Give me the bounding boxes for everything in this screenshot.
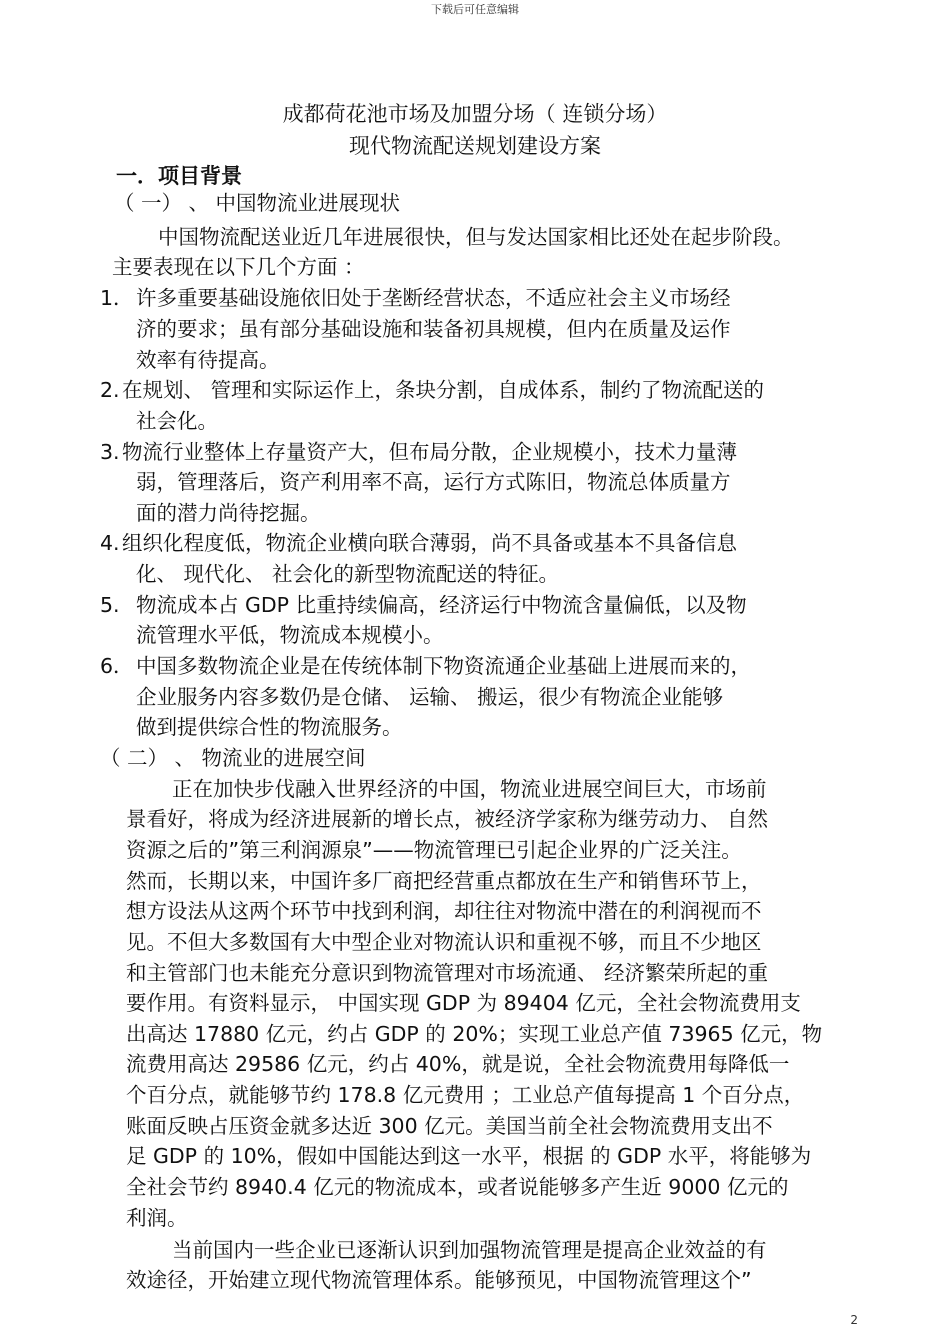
list-item-line: 许多重要基础设施依旧处于垄断经营状态，不适应社会主义市场经 (136, 286, 731, 310)
list-marker: 4. (100, 531, 120, 555)
paragraph-line: 流费用高达 29586 亿元，约占 40%，就是说，全社会物流费用每降低一 (126, 1052, 790, 1076)
list-item-line: 中国多数物流企业是在传统体制下物资流通企业基础上进展而来的， (136, 654, 751, 678)
list-item-line: 社会化。 (136, 409, 218, 433)
list-item-line: 企业服务内容多数仍是仓储、 运输、 搬运，很少有物流企业能够 (136, 685, 724, 709)
paragraph-line: 全社会节约 8940.4 亿元的物流成本，或者说能够多产生近 9000 亿元的 (126, 1175, 789, 1199)
list-item-line: 流管理水平低，物流成本规模小。 (136, 623, 444, 647)
doc-title-line1: 成都荷花池市场及加盟分场（ 连锁分场） (282, 102, 668, 126)
paragraph-line: 账面反映占压资金就多达近 300 亿元。美国当前全社会物流费用支出不 (126, 1114, 773, 1138)
paragraph-line: 和主管部门也未能充分意识到物流管理对市场流通、 经济繁荣所起的重 (126, 961, 769, 985)
list-item-line: 做到提供综合性的物流服务。 (136, 715, 403, 739)
list-item-line: 面的潜力尚待挖掘。 (136, 501, 321, 525)
paragraph-line: 效途径，开始建立现代物流管理体系。能够预见，中国物流管理这个” (126, 1268, 752, 1292)
list-marker: 1． (100, 286, 134, 310)
paragraph-line: 要作用。有资料显示， 中国实现 GDP 为 89404 亿元，全社会物流费用支 (126, 991, 801, 1015)
list-item-line: 物流成本占 GDP 比重持续偏高，经济运行中物流含量偏低，以及物 (136, 593, 747, 617)
list-marker: 6． (100, 654, 134, 678)
list-item-line: 在规划、 管理和实际运作上，条块分割，自成体系，制约了物流配送的 (122, 378, 765, 402)
page-number: 2 (850, 1313, 858, 1327)
list-marker: 5. (100, 593, 120, 617)
paragraph-line: 当前国内一些企业已逐渐认识到加强物流管理是提高企业效益的有 (172, 1238, 767, 1262)
list-item-line: 物流行业整体上存量资产大，但布局分散，企业规模小，技术力量薄 (122, 440, 737, 464)
paragraph-line: 景看好，将成为经济进展新的增长点，被经济学家称为继劳动力、 自然 (126, 807, 769, 831)
paragraph-line: 然而，长期以来，中国许多厂商把经营重点都放在生产和销售环节上， (126, 869, 762, 893)
list-item-line: 弱，管理落后，资产利用率不高，运行方式陈旧，物流总体质量方 (136, 470, 731, 494)
intro-line: 主要表现在以下几个方面 ： (112, 255, 365, 279)
paragraph-line: 正在加快步伐融入世界经济的中国，物流业进展空间巨大，市场前 (172, 777, 767, 801)
subsection-heading-1: （ 一） 、 中国物流业进展现状 (114, 191, 401, 215)
paragraph-line: 资源之后的”第三利润源泉”——物流管理已引起企业界的广泛关注。 (126, 838, 742, 862)
paragraph-line: 足 GDP 的 10%，假如中国能达到这一水平，根据 的 GDP 水平，将能够为 (126, 1144, 812, 1168)
paragraph-line: 出高达 17880 亿元，约占 GDP 的 20%；实现工业总产值 73965 亿元，物 (126, 1022, 823, 1046)
list-item-line: 化、 现代化、 社会化的新型物流配送的特征。 (136, 562, 560, 586)
subsection-heading-2: （ 二） 、 物流业的进展空间 (100, 746, 366, 770)
paragraph-line: 个百分点，就能够节约 178.8 亿元费用 ；工业总产值每提高 1 个百分点， (126, 1083, 805, 1107)
page-header: 下载后可任意编辑 (431, 3, 519, 16)
section-heading-1: 一．项目背景 (116, 164, 242, 188)
list-item-line: 济的要求；虽有部分基础设施和装备初具规模，但内在质量及运作 (136, 317, 731, 341)
list-marker: 3. (100, 440, 120, 464)
list-item-line: 组织化程度低，物流企业横向联合薄弱，尚不具备或基本不具备信息 (122, 531, 737, 555)
paragraph-line: 见。不但大多数国有大中型企业对物流认识和重视不够，而且不少地区 (126, 930, 762, 954)
list-marker: 2. (100, 378, 120, 402)
paragraph-line: 利润。 (126, 1206, 188, 1230)
paragraph-line: 想方设法从这两个环节中找到利润，却往往对物流中潜在的利润视而不 (126, 899, 762, 923)
intro-line: 中国物流配送业近几年进展很快，但与发达国家相比还处在起步阶段。 (158, 225, 794, 249)
doc-title-line2: 现代物流配送规划建设方案 (349, 134, 601, 158)
list-item-line: 效率有待提高。 (136, 348, 280, 372)
